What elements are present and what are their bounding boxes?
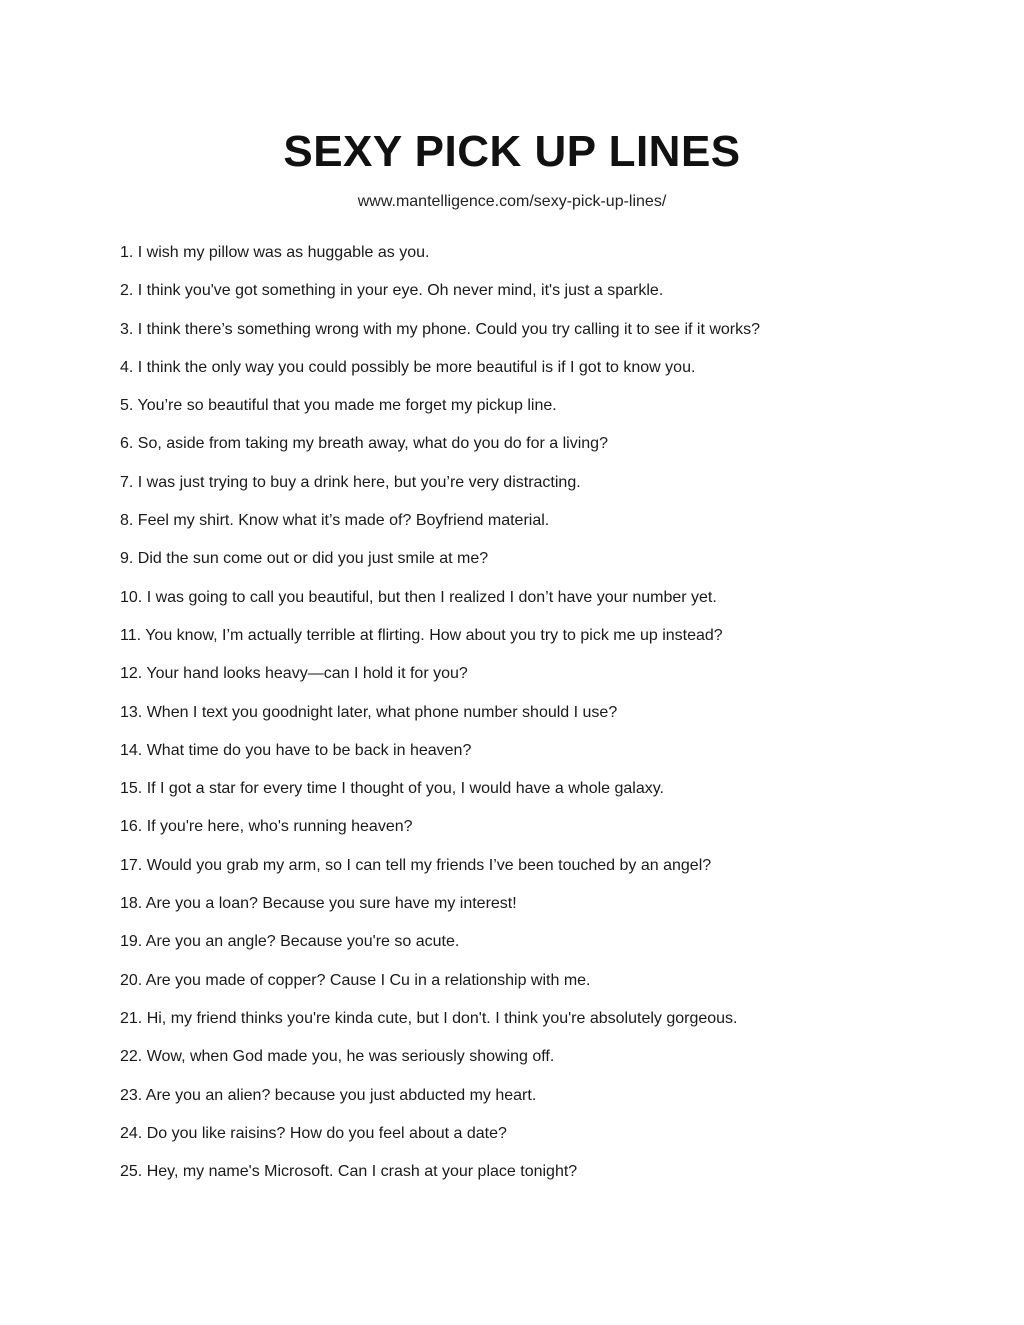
source-url: www.mantelligence.com/sexy-pick-up-lines/ [357,193,667,210]
list-item: 8. Feel my shirt. Know what it’s made of? Boyfriend material. [120,512,550,530]
list-item: 22. Wow, when God made you, he was seriously showing off. [120,1048,555,1066]
list-item: 4. I think the only way you could possibly be more beautiful is if I got to know you. [120,358,696,376]
list-item: 3. I think there’s something wrong with my phone. Could you try calling it to see if it works? [120,320,761,338]
list-item: 15. If I got a star for every time I thought of you, I would have a whole galaxy. [120,780,664,798]
list-item: 20. Are you made of copper? Cause I Cu in a relationship with me. [120,971,591,989]
list-item: 9. Did the sun come out or did you just smile at me? [120,550,489,568]
list-item: 11. You know, I’m actually terrible at flirting. How about you try to pick me up instead? [120,626,723,644]
list-item: 7. I was just trying to buy a drink here, but you’re very distracting. [120,473,581,491]
list-item: 13. When I text you goodnight later, what phone number should I use? [120,703,618,721]
list-item: 24. Do you like raisins? How do you feel about a date? [120,1124,507,1142]
list-item: 16. If you're here, who's running heaven? [120,818,413,836]
list-item: 12. Your hand looks heavy—can I hold it for you? [120,665,468,683]
list-item: 5. You’re so beautiful that you made me forget my pickup line. [120,397,557,415]
list-item: 25. Hey, my name's Microsoft. Can I crash at your place tonight? [120,1163,578,1181]
pickup-lines-list [120,242,760,1199]
list-item: 1. I wish my pillow was as huggable as you. [120,244,430,261]
list-item: 17. Would you grab my arm, so I can tell my friends I’ve been touched by an angel? [120,856,712,874]
list-item: 6. So, aside from taking my breath away, what do you do for a living? [120,435,608,453]
list-item: 10. I was going to call you beautiful, but then I realized I don’t have your number yet. [120,588,717,606]
list-item: 19. Are you an angle? Because you're so acute. [120,933,460,951]
list-item: 14. What time do you have to be back in heaven? [120,741,472,759]
list-item: 18. Are you a loan? Because you sure have my interest! [120,895,517,913]
list-item: 2. I think you've got something in your eye. Oh never mind, it's just a sparkle. [120,282,664,300]
list-item: 23. Are you an alien? because you just abducted my heart. [120,1086,537,1104]
page-title: SEXY PICK UP LINES [283,127,741,176]
list-item: 21. Hi, my friend thinks you're kinda cute, but I don't. I think you're absolutely gorgeous. [120,1009,738,1027]
